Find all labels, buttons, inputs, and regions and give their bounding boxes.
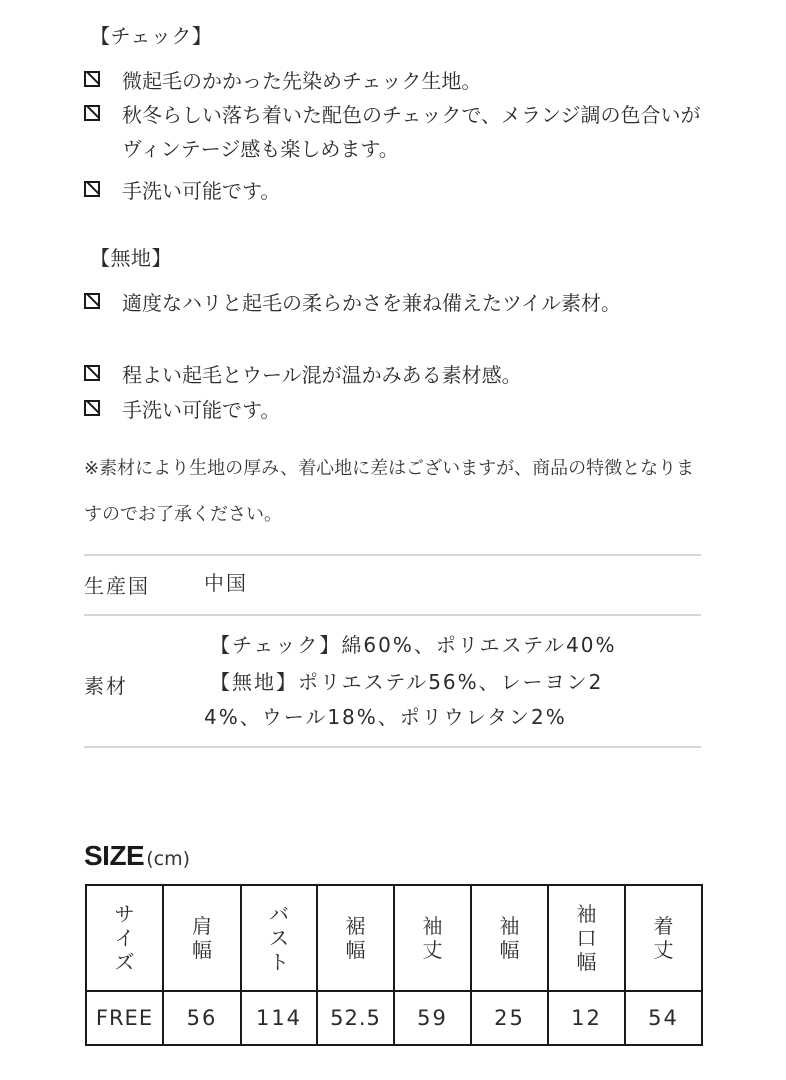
header-cell: 肩幅 <box>163 885 241 991</box>
divider <box>84 614 701 616</box>
bullet-text: 微起毛のかかった先染めチェック生地。 <box>122 69 482 93</box>
bullet-text: 適度なハリと起毛の柔らかさを兼ね備えたツイル素材。 <box>122 291 621 315</box>
checkbox-slash-icon <box>84 71 100 87</box>
list-item <box>84 393 704 427</box>
material-line-1: 【チェック】綿60%、ポリエステル40% <box>210 633 617 657</box>
size-unit: (cm) <box>146 848 191 870</box>
table-cell: 12 <box>548 991 625 1045</box>
checkbox-slash-icon <box>84 365 100 381</box>
header-cell: 裾幅 <box>317 885 394 991</box>
size-heading <box>84 840 190 872</box>
list-item <box>84 286 704 320</box>
checkbox-slash-icon <box>84 293 100 309</box>
header-cell: 袖口幅 <box>548 885 625 991</box>
table-cell: 54 <box>625 991 702 1045</box>
section-title-check: 【チェック】 <box>90 24 213 48</box>
origin-label: 生産国 <box>84 574 150 598</box>
size-table <box>85 884 703 1046</box>
header-cell: 袖幅 <box>471 885 548 991</box>
table-cell: 114 <box>241 991 317 1045</box>
header-cell: 着丈 <box>625 885 702 991</box>
material-line-3: 4%、ウール18%、ポリウレタン2% <box>204 705 567 729</box>
table-cell: 25 <box>471 991 548 1045</box>
table-header-row <box>86 885 702 991</box>
material-note: ※素材により生地の厚み、着心地に差はございますが、商品の特徴となりますのでお了承ください。 <box>84 458 695 525</box>
bullet-text: 秋冬らしい落ち着いた配色のチェックで、メランジ調の色合いがヴィンテージ感も楽しめます。 <box>122 103 701 161</box>
bullet-text: 手洗い可能です。 <box>122 179 281 203</box>
material-label: 素材 <box>84 674 128 698</box>
divider <box>84 746 701 748</box>
header-cell: 袖丈 <box>394 885 471 991</box>
table-cell: FREE <box>86 991 163 1045</box>
size-title: SIZE <box>84 840 145 871</box>
list-item <box>84 358 704 392</box>
material-line-2: 【無地】ポリエステル56%、レーヨン2 <box>210 670 604 694</box>
table-cell: 56 <box>163 991 241 1045</box>
table-cell: 59 <box>394 991 471 1045</box>
checkbox-slash-icon <box>84 181 100 197</box>
header-cell: バスト <box>241 885 317 991</box>
list-item <box>84 174 704 208</box>
table-row <box>86 991 702 1045</box>
bullet-text: 手洗い可能です。 <box>122 398 281 422</box>
divider <box>84 554 701 556</box>
list-item <box>84 64 704 98</box>
list-item <box>84 98 704 166</box>
section-title-plain: 【無地】 <box>90 246 172 270</box>
bullet-text: 程よい起毛とウール混が温かみある素材感。 <box>122 363 522 387</box>
header-cell: サイズ <box>86 885 163 991</box>
checkbox-slash-icon <box>84 105 100 121</box>
table-cell: 52.5 <box>317 991 394 1045</box>
checkbox-slash-icon <box>84 400 100 416</box>
origin-value: 中国 <box>204 571 248 595</box>
